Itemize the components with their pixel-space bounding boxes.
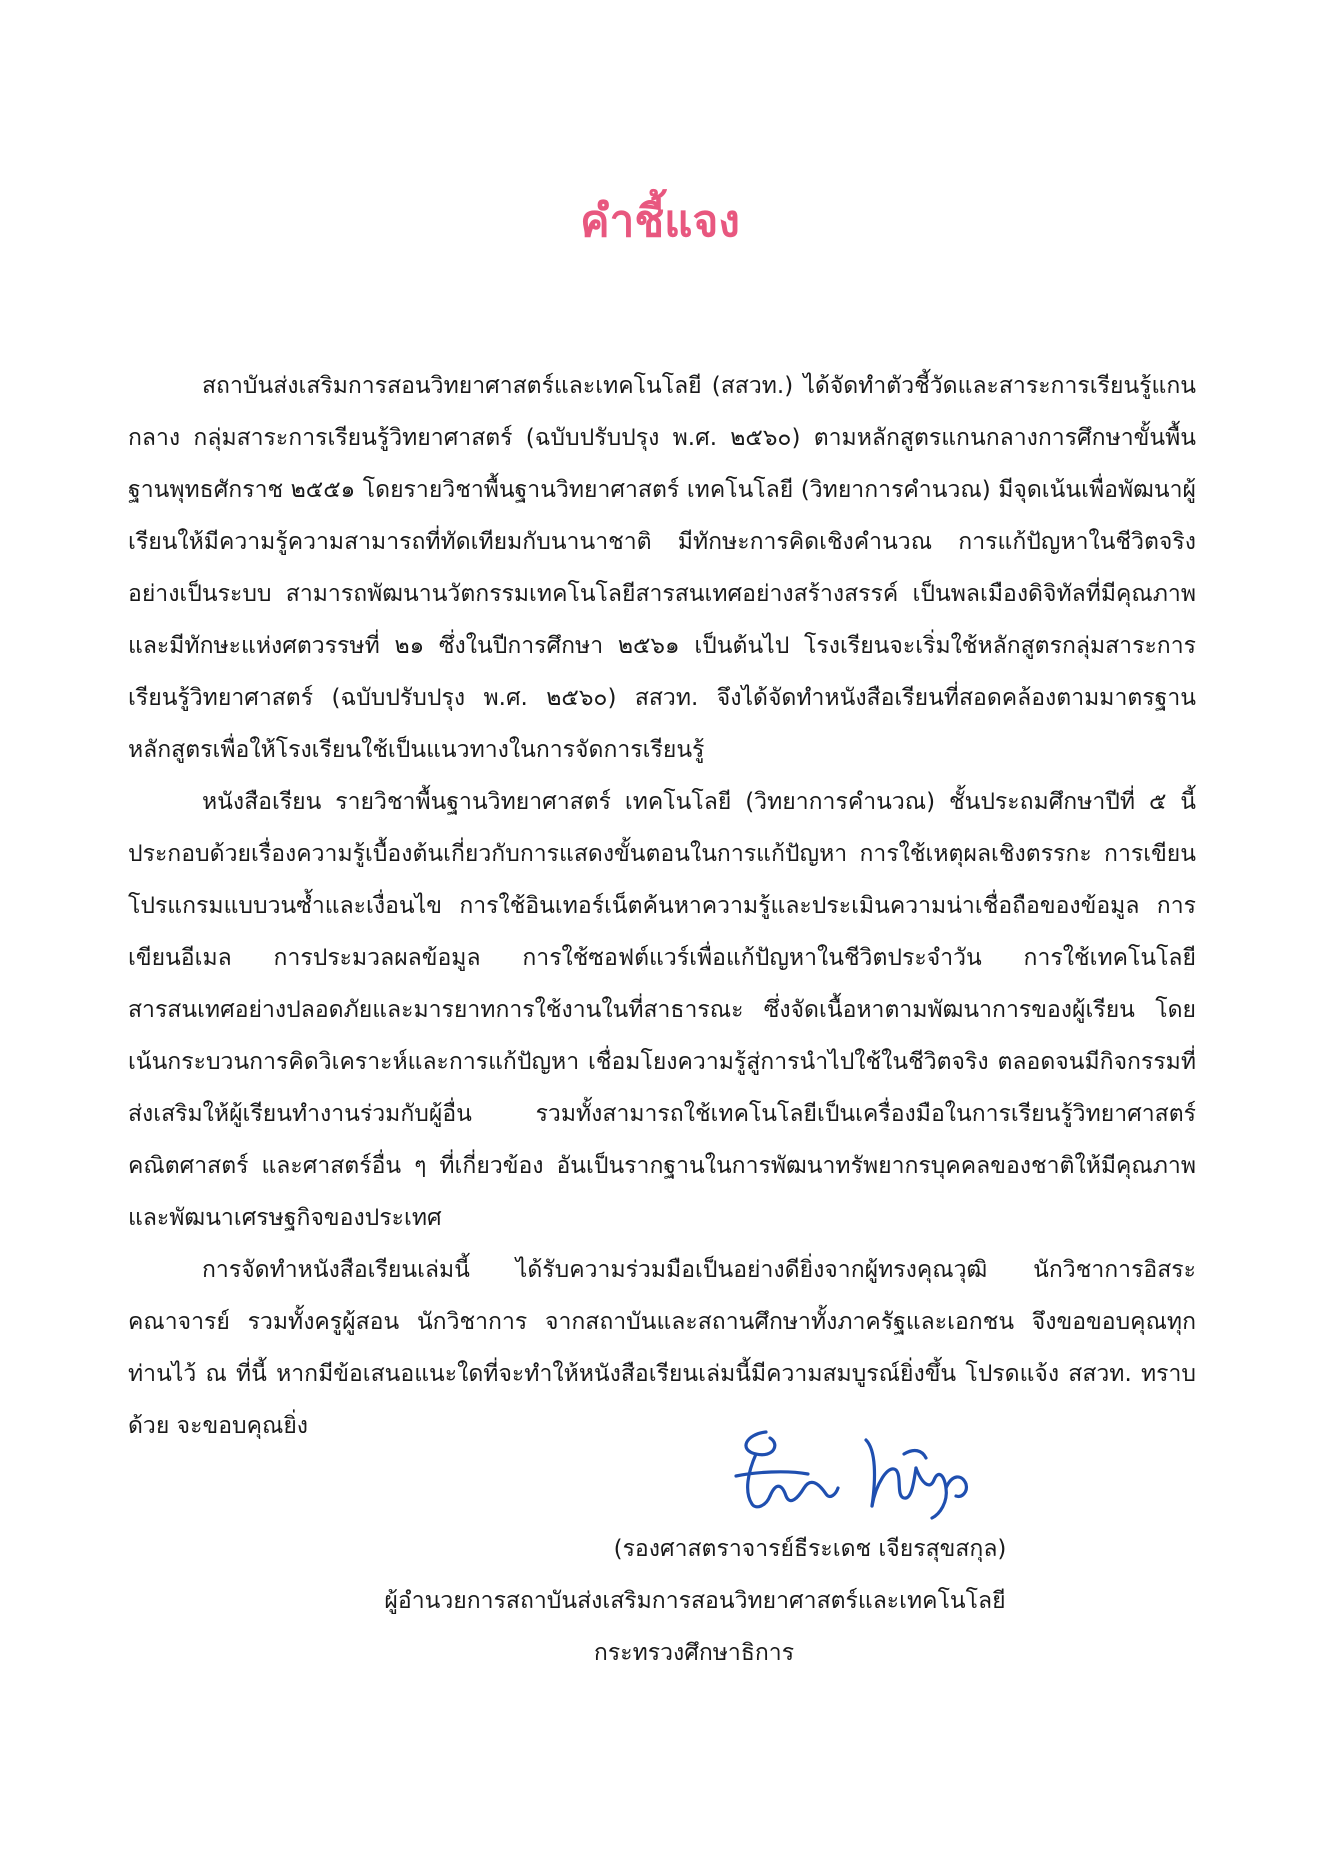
handwritten-signature: [726, 1414, 982, 1522]
paragraph-1: สถาบันส่งเสริมการสอนวิทยาศาสตร์และเทคโนโลยี (สสวท.) ได้จัดทำตัวชี้วัดและสาระการเรียนรู้แกนกลาง กลุ่มสาระการเรียนรู้วิทยาศาสตร์ (ฉบับปรับปรุง พ.ศ. ๒๕๖๐) ตามหลักสูตรแกนกลางการศึกษาขั้นพื้นฐานพุทธศักราช ๒๕๕๑ โดยรายวิชาพื้นฐานวิทยาศาสตร์ เทคโนโลยี (วิทยาการคำนวณ) มีจุดเน้นเพื่อพัฒนาผู้เรียนให้มีความรู้ความสามารถที่ทัดเทียมกับนานาชาติ มีทักษะการคิดเชิงคำนวณ การแก้ปัญหาในชีวิตจริงอย่างเป็นระบบ สามารถพัฒนานวัตกรรมเทคโนโลยีสารสนเทศอย่างสร้างสรรค์ เป็นพลเมืองดิจิทัลที่มีคุณภาพ และมีทักษะแห่งศตวรรษที่ ๒๑ ซึ่งในปีการศึกษา ๒๕๖๑ เป็นต้นไป โรงเรียนจะเริ่มใช้หลักสูตรกลุ่มสาระการเรียนรู้วิทยาศาสตร์ (ฉบับปรับปรุง พ.ศ. ๒๕๖๐) สสวท. จึงได้จัดทำหนังสือเรียนที่สอดคล้องตามมาตรฐานหลักสูตรเพื่อให้โรงเรียนใช้เป็นแนวทางในการจัดการเรียนรู้: [128, 373, 1196, 763]
paragraph-3: การจัดทำหนังสือเรียนเล่มนี้ ได้รับความร่วมมือเป็นอย่างดียิ่งจากผู้ทรงคุณวุฒิ นักวิชาการอิสระ คณาจารย์ รวมทั้งครูผู้สอน นักวิชาการ จากสถาบันและสถานศึกษาทั้งภาครัฐและเอกชน จึงขอขอบคุณทุกท่านไว้ ณ ที่นี้ หากมีข้อเสนอแนะใดที่จะทำให้หนังสือเรียนเล่มนี้มีความสมบูรณ์ยิ่งขึ้น โปรดแจ้ง สสวท. ทราบด้วย จะขอบคุณยิ่ง: [128, 1257, 1196, 1439]
paragraph-2: หนังสือเรียน รายวิชาพื้นฐานวิทยาศาสตร์ เทคโนโลยี (วิทยาการคำนวณ) ชั้นประถมศึกษาปีที่ ๕ นี้ ประกอบด้วยเรื่องความรู้เบื้องต้นเกี่ยวกับการแสดงขั้นตอนในการแก้ปัญหา การใช้เหตุผลเชิงตรรกะ การเขียนโปรแกรมแบบวนซ้ำและเงื่อนไข การใช้อินเทอร์เน็ตค้นหาความรู้และประเมินความน่าเชื่อถือของข้อมูล การเขียนอีเมล การประมวลผลข้อมูล การใช้ซอฟต์แวร์เพื่อแก้ปัญหาในชีวิตประจำวัน การใช้เทคโนโลยีสารสนเทศอย่างปลอดภัยและมารยาทการใช้งานในที่สาธารณะ ซึ่งจัดเนื้อหาตามพัฒนาการของผู้เรียน โดยเน้นกระบวนการคิดวิเคราะห์และการแก้ปัญหา เชื่อมโยงความรู้สู่การนำไปใช้ในชีวิตจริง ตลอดจนมีกิจกรรมที่ส่งเสริมให้ผู้เรียนทำงานร่วมกับผู้อื่น รวมทั้งสามารถใช้เทคโนโลยีเป็นเครื่องมือในการเรียนรู้วิทยาศาสตร์ คณิตศาสตร์ และศาสตร์อื่น ๆ ที่เกี่ยวข้อง อันเป็นรากฐานในการพัฒนาทรัพยากรบุคคลของชาติให้มีคุณภาพและพัฒนาเศรษฐกิจของประเทศ: [128, 789, 1196, 1231]
document-body: [128, 360, 1196, 1452]
signatory-name: (รองศาสตราจารย์ธีระเดช เจียรสุขสกุล): [613, 1536, 1007, 1562]
signatory-ministry: กระทรวงศึกษาธิการ: [593, 1640, 795, 1666]
signatory-position: ผู้อำนวยการสถาบันส่งเสริมการสอนวิทยาศาสตร์และเทคโนโลยี: [384, 1588, 1006, 1614]
page-title: คำชี้แจง: [580, 196, 740, 247]
